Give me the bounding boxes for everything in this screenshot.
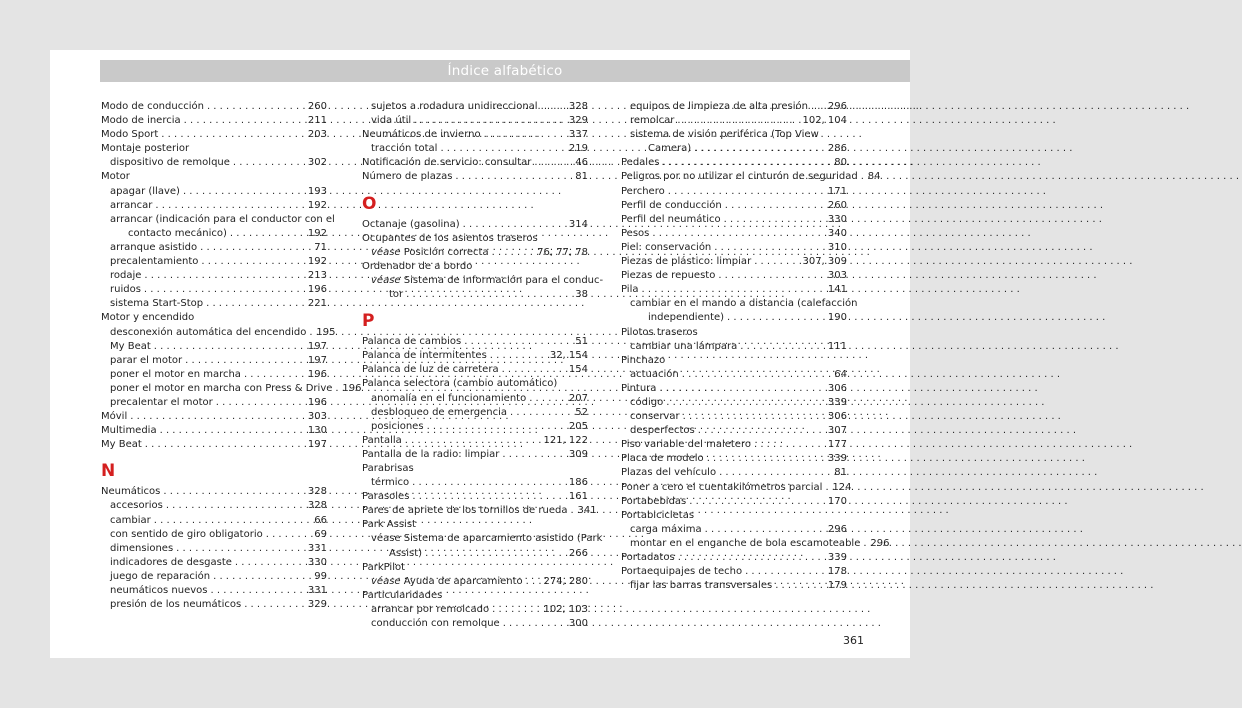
index-column-1 (101, 100, 362, 612)
index-subentry: poner el motor en marcha con Press & Drive . . . 196 (101, 382, 327, 396)
index-subentry: juego de reparación . . . 99 (101, 570, 327, 584)
index-entry: Perfil del neumático . . . 330 (621, 213, 847, 227)
index-entry: Número de plazas . . . 81 (362, 170, 588, 184)
section-letter-p: P (362, 311, 375, 332)
index-subentry: presión de los neumáticos . . . 329 (101, 598, 327, 612)
index-subentry: cambiar en el mando a distancia (calefacción (630, 298, 858, 310)
index-entry: Piso variable del maletero . . . 177 (621, 438, 847, 452)
index-subentry: sistema de visión periférica (Top View (630, 129, 819, 141)
page-number: 361 (843, 634, 864, 647)
index-subentry: conducción con remolque . . . 300 (362, 617, 588, 631)
index-subentry: código . . . 339 (621, 396, 847, 410)
index-subentry-continued: contacto mecánico) . . . 192 (101, 227, 327, 241)
index-subentry: precalentar el motor . . . 196 (101, 396, 327, 410)
index-subentry: desbloqueo de emergencia . . . 52 (362, 406, 588, 420)
index-entry: Placa de modelo . . . 339 (621, 452, 847, 466)
index-subentry: cambiar . . . 66 (101, 514, 327, 528)
index-entry: Perfil de conducción . . . 260 (621, 199, 847, 213)
index-entry: Piel: conservación . . . 310 (621, 241, 847, 255)
index-subentry: carga máxima . . . 296 (621, 523, 847, 537)
index-entry: Pesos . . . 340 (621, 227, 847, 241)
index-entry: Piezas de repuesto . . . 303 (621, 269, 847, 283)
index-subentry: conservar . . . 306 (621, 410, 847, 424)
page-header (100, 60, 910, 82)
index-entry: Pedales . . . 80 (621, 156, 847, 170)
index-subentry: My Beat . . . 197 (101, 340, 327, 354)
index-subentry: térmico . . . 186 (362, 476, 588, 490)
index-subentry: actuación . . . 64 (621, 368, 847, 382)
index-subentry: cambiar una lámpara . . . 111 (621, 340, 847, 354)
index-entry: Perchero . . . 171 (621, 185, 847, 199)
index-heading: Ordenador de a bordo (362, 260, 473, 272)
index-entry: Notificación de servicio: consultar . . . 46 (362, 156, 588, 170)
index-entry: Neumáticos de invierno . . . 337 (362, 128, 588, 142)
index-subentry-continued: independiente) . . . 190 (621, 311, 847, 325)
index-subentry: dispositivo de remolque . . . 302 (101, 156, 327, 170)
header-title: Índice alfabético (447, 63, 563, 79)
index-entry: Neumáticos . . . 328 (101, 485, 327, 499)
index-subentry-continued: Camera) . . . 286 (621, 142, 847, 156)
section-letter-o: O (362, 193, 377, 214)
index-entry: Modo de conducción . . . 260 (101, 100, 327, 114)
index-subentry: montar en el enganche de bola escamoteable . . . 296 (621, 537, 847, 551)
index-entry: Pares de apriete de los tornillos de rueda . . . 341 (362, 504, 588, 518)
index-heading: Palanca selectora (cambio automático) (362, 378, 558, 390)
index-entry: Móvil . . . 303 (101, 410, 327, 424)
index-subentry: rodaje . . . 213 (101, 269, 327, 283)
index-entry: Pantalla de la radio: limpiar . . . 309 (362, 448, 588, 462)
index-subentry: sujetos a rodadura unidireccional . . . 328 (362, 100, 588, 114)
index-subentry: fijar las barras transversales . . . 179 (621, 579, 847, 593)
index-entry: Portabebidas . . . 170 (621, 495, 847, 509)
index-see-reference: véase Ayuda de aparcamiento . . . 274, 280 (362, 575, 588, 589)
index-subentry: neumáticos nuevos . . . 331 (101, 584, 327, 598)
index-subentry: ruidos . . . 196 (101, 283, 327, 297)
index-entry: Pintura . . . 306 (621, 382, 847, 396)
index-subentry: sistema Start-Stop . . . 221 (101, 297, 327, 311)
index-entry: Pantalla . . . 121, 122 (362, 434, 588, 448)
index-subentry: desconexión automática del encendido . . . 195 (101, 326, 327, 340)
index-column-3 (621, 100, 890, 593)
index-subentry: posiciones . . . 205 (362, 420, 588, 434)
index-entry: Plazas del vehículo . . . 81 (621, 466, 847, 480)
index-entry: Palanca de intermitentes . . . 32, 154 (362, 349, 588, 363)
index-subentry: parar el motor . . . 197 (101, 354, 327, 368)
index-subentry: apagar (llave) . . . 193 (101, 185, 327, 199)
index-subentry: véase Sistema de aparcamiento asistido (Park (371, 533, 603, 545)
index-heading: Motor (101, 171, 130, 183)
index-subentry: con sentido de giro obligatorio . . . 69 (101, 528, 327, 542)
index-heading: Parabrisas (362, 462, 414, 474)
index-subentry: anomalía en el funcionamiento . . . 207 (362, 392, 588, 406)
index-heading: Ocupantes de los asientos traseros (362, 232, 538, 244)
index-column-2 (362, 100, 604, 631)
index-subentry: vida útil . . . 329 (362, 114, 588, 128)
index-subentry: accesorios . . . 328 (101, 499, 327, 513)
index-subentry: tracción total . . . 219 (362, 142, 588, 156)
index-heading: ParkPilot (362, 561, 406, 573)
index-heading: Particularidades (362, 589, 443, 601)
index-entry: Palanca de luz de carretera . . . 154 (362, 363, 588, 377)
index-heading: Park Assist (362, 519, 416, 531)
index-subentry-continued: tor . . . 38 (362, 288, 588, 302)
index-subentry: indicadores de desgaste . . . 330 (101, 556, 327, 570)
index-subentry: desperfectos . . . 307 (621, 424, 847, 438)
index-entry: Piezas de plástico: limpiar . . . 307, 309 (621, 255, 847, 269)
index-subentry: arrancar (indicación para el conductor con el (110, 213, 335, 225)
index-heading: Montaje posterior (101, 143, 190, 155)
index-entry: My Beat . . . 197 (101, 438, 327, 452)
index-subentry: poner el motor en marcha . . . 196 (101, 368, 327, 382)
index-entry: Portadatos . . . 339 (621, 551, 847, 565)
index-entry: Peligros por no utilizar el cinturón de seguridad . . . 84 (621, 170, 847, 184)
index-entry: Modo Sport . . . 203 (101, 128, 327, 142)
index-subentry: remolcar . . . 102, 104 (621, 114, 847, 128)
index-heading: Motor y encendido (101, 312, 195, 324)
index-entry: Multimedia . . . 130 (101, 424, 327, 438)
index-subentry: arrancar . . . 192 (101, 199, 327, 213)
index-subentry: equipos de limpieza de alta presión . . . 296 (621, 100, 847, 114)
index-entry: Poner a cero el cuentakilómetros parcial . . . 124 (621, 481, 847, 495)
index-heading: Portabicicletas (621, 509, 695, 521)
index-subentry: precalentamiento . . . 192 (101, 255, 327, 269)
index-heading: Pilotos traseros (621, 326, 698, 338)
index-subentry-continued: Assist) . . . 266 (362, 547, 588, 561)
index-entry: Modo de inercia . . . 211 (101, 114, 327, 128)
index-entry: Palanca de cambios . . . 51 (362, 335, 588, 349)
index-entry: Portaequipajes de techo . . . 178 (621, 565, 847, 579)
index-subentry: arranque asistido . . . 71 (101, 241, 327, 255)
index-heading: Pinchazo (621, 354, 666, 366)
index-entry: Pila . . . 141 (621, 283, 847, 297)
index-subentry: arrancar por remolcado . . . 102, 103 (362, 603, 588, 617)
index-see-reference: véase Sistema de información para el conduc- (371, 274, 604, 286)
index-entry: Octanaje (gasolina) . . . 314 (362, 218, 588, 232)
index-see-reference: véase Posición correcta . . . 76, 77, 78 (362, 246, 588, 260)
index-entry: Parasoles . . . 161 (362, 490, 588, 504)
index-subentry: dimensiones . . . 331 (101, 542, 327, 556)
section-letter-n: N (101, 461, 116, 482)
